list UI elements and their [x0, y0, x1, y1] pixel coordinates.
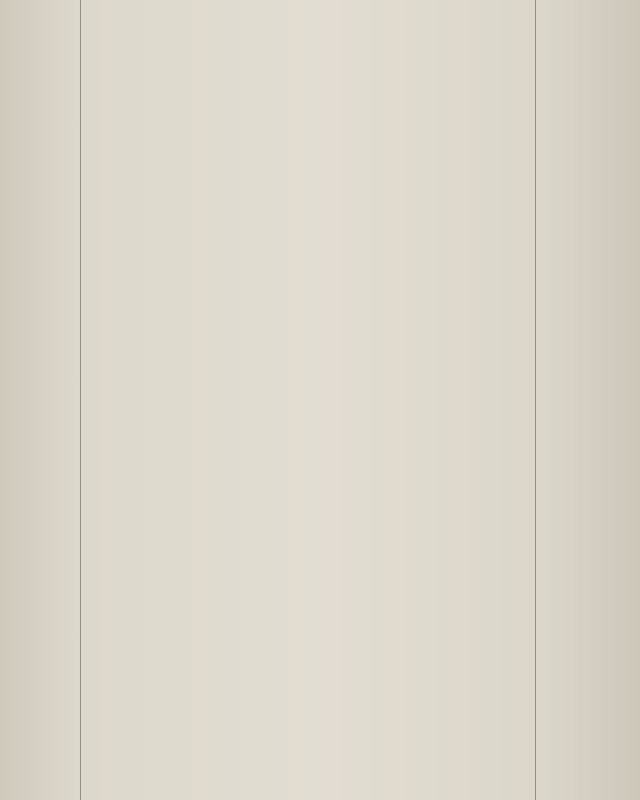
- column-rule-left: [80, 0, 81, 800]
- column-rule-right: [535, 0, 536, 800]
